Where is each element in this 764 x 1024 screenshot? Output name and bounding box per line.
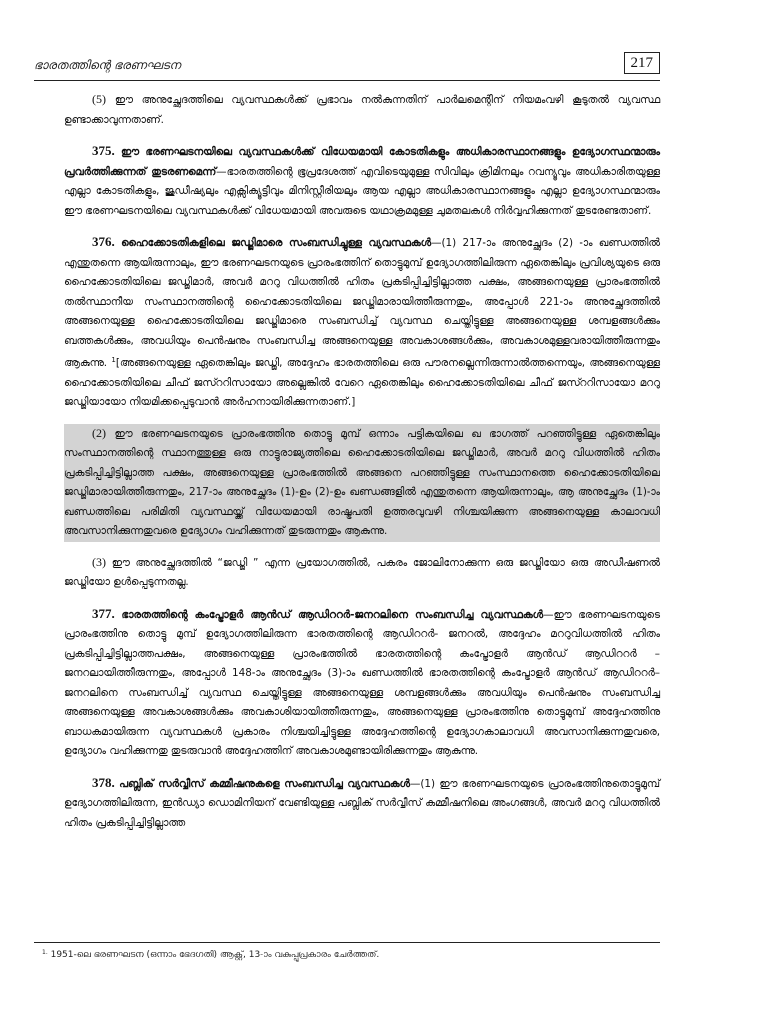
footnote-divider (34, 942, 660, 943)
paragraph-text: ഈ അനുച്ഛേദത്തിൽ “ജഡ്ജി ” എന്ന പ്രയോഗത്തിൽ, പകരം ജോലിനോക്കുന്ന ഒരു ജഡ്ജിയോ ഒരു അഡീഷണൽ ജഡ്ജിയോ ഉൾപ്പെടുന്നതല്ല. (64, 556, 660, 588)
clause-number: (2) (92, 425, 106, 440)
article-heading: ഭാരതത്തിന്റെ കംപ്ട്രോളർ ആൻഡ് ആഡിററർ-ജനറലിനെ സംബന്ധിച്ച വ്യവസ്ഥകൾ (121, 608, 544, 621)
article-heading: ഹൈക്കോടതികളിലെ ജഡ്ജിമാരെ സംബന്ധിച്ചുള്ള വ്യവസ്ഥകൾ (121, 237, 432, 249)
paragraph-text: —ഭാരതത്തിന്റെ ഭൂപ്രദേശത്ത് എവിടെയുമുള്ള സിവിലും ക്രിമിനലും റവന്യൂവും അധികാരിതയുള്ള എല്ലാ കോടതികളും, ജുഡീഷ്യലും എക്സിക്യൂട്ടീവും മിനിസ്റ്റീരിയലും ആയ എല്ലാ അധികാരസ്ഥാനങ്ങളും എല്ലാ ഉദ്യോഗസ്ഥന്മാരും ഈ ഭരണഘടനയിലെ വ്യവസ്ഥകൾക്ക് വിധേയമായി അവരുടെ യഥാക്രമമുള്ള ചുമതലകൾ നിർവ്വഹിക്കുന്നത് തുടരേണ്ടതാണ്. (64, 165, 660, 217)
running-header (34, 55, 660, 81)
article-heading: പബ്ലിക് സർവ്വീസ് കമ്മീഷനുകളെ സംബന്ധിച്ച വ്യവസ്ഥകൾ (119, 777, 410, 790)
paragraph-text: ഈ അനുച്ഛേദത്തിലെ വ്യവസ്ഥകൾക്ക് പ്രഭാവം നൽകുന്നതിന് പാർലമെന്റിന് നിയമംവഴി കൂടുതൽ വ്യവസ്ഥ ഉണ്ടാക്കാവുന്നതാണ്. (64, 94, 660, 126)
paragraph-374-5 (64, 90, 660, 130)
footnote-mark: 1. (42, 949, 48, 956)
footnote-text: 1951-ലെ ഭരണഘടന (ഒന്നാം ഭേദഗതി) ആക്റ്റ്, 13-ാം വകുപ്പുപ്രകാരം ചേർത്തത്. (50, 950, 380, 960)
article-376 (64, 232, 660, 413)
running-title: ഭാരതത്തിന്റെ ഭരണഘടന (34, 58, 181, 72)
paragraph-text: —ഈ ഭരണഘടനയുടെ പ്രാരംഭത്തിനു തൊട്ടു മുമ്പ് ഉദ്യോഗത്തിലിരുന്ന ഭാരതത്തിന്റെ ആഡിററർ- ജനറൽ, അദ്ദേഹം മററുവിധത്തിൽ ഹിതം പ്രകടിപ്പിച്ചിട്ടില്ലാത്തപക്ഷം, അങ്ങനെയുള്ള പ്രാരംഭത്തിൽ ഭാരതത്തിന്റെ കംപ്ട്രോളർ ആൻഡ് ആഡിററർ – ജനറലായിത്തീരുന്നതും, അപ്പോൾ 148-ാം അനുച്ഛേദം (3)-ാം ഖണ്ഡത്തിൽ ഭാരതത്തിന്റെ കംപ്ട്രോളർ ആൻഡ് ആഡിററർ– ജനറലിനെ സംബന്ധിച്ച് വ്യവസ്ഥ ചെയ്തിട്ടുള്ള അങ്ങനെയുള്ള ശമ്പളങ്ങൾക്കും അവധിയും പെൻഷനും സംബന്ധിച്ച അങ്ങനെയുള്ള അവകാശങ്ങൾക്കും അവകാശിയായിത്തീരുന്നതും, അങ്ങനെയുള്ള പ്രാരംഭത്തിനു തൊട്ടുമുമ്പ് അദ്ദേഹത്തിനു ബാധകമായിരുന്ന വ്യവസ്ഥകൾ പ്രകാരം നിശ്ചയിച്ചിട്ടുള്ള അദ്ദേഹത്തിന്റെ ഉദ്യോഗകാലാവധി അവസാനിക്കുന്നതുവരെ, ഉദ്യോഗം വഹിക്കുന്നതു തുടരുവാൻ അദ്ദേഹത്തിന് അവകാശമുണ്ടായിരിക്കുന്നതും ആകുന്നു. (64, 608, 660, 757)
article-377 (64, 604, 660, 762)
article-378 (64, 773, 660, 834)
article-number: 376. (92, 234, 115, 249)
article-number: 378. (92, 774, 115, 790)
footnote-marker: 1 (111, 356, 116, 364)
page-number: 217 (624, 52, 661, 74)
article-375 (64, 141, 660, 221)
clause-number: (5) (92, 92, 106, 106)
page-body (64, 90, 660, 844)
paragraph-text: —(1) 217-ാം അനുച്ഛേദം (2) -ാം ഖണ്ഡത്തിൽ എന്തുതന്നെ ആയിരുന്നാലും, ഈ ഭരണഘടനയുടെ പ്രാരംഭത്തിന് തൊട്ടുമുമ്പ് ഉദ്യോഗത്തിലിരുന്ന ഏതെങ്കിലും പ്രവിശ്യയുടെ ഒരു ഹൈക്കോടതിയിലെ ജഡ്ജിമാർ, അവർ മററു വിധത്തിൽ ഹിതം പ്രകടിപ്പിച്ചിട്ടില്ലാത്ത പക്ഷം, അങ്ങനെയുള്ള പ്രാരംഭത്തിൽ തൽസ്ഥാനീയ സംസ്ഥാനത്തിന്റെ ഹൈക്കോടതിയിലെ ജഡ്ജിമാരായിത്തീരുന്നതും, അപ്പോൾ 221-ാം അനുച്ഛേദത്തിൽ അങ്ങനെയുള്ള ഹൈക്കോടതിയിലെ ജഡ്ജിമാരെ സംബന്ധിച്ച് വ്യവസ്ഥ ചെയ്തിട്ടുള്ള അങ്ങനെയുള്ള ശമ്പളങ്ങൾക്കും ബത്തകൾക്കും, അവധിയും പെൻഷനും സംബന്ധിച്ച അങ്ങനെയുള്ള അവകാശങ്ങൾക്കും, അവകാശമുള്ളവരായിത്തീരുന്നതും ആകുന്നു. (64, 237, 660, 369)
paragraph-376-3 (64, 553, 660, 593)
paragraph-text: —(1) ഈ ഭരണഘടനയുടെ പ്രാരംഭത്തിനുതൊട്ടുമുമ്പ് ഉദ്യോഗത്തിലിരുന്ന, ഇൻഡ്യാ ഡൊമിനിയന് വേണ്ടിയുള്ള പബ്ലിക് സർവ്വീസ് കമ്മീഷനിലെ അംഗങ്ങൾ, അവർ മററു വിധത്തിൽ ഹിതം പ്രകടിപ്പിച്ചിട്ടില്ലാത്ത (64, 777, 660, 829)
article-number: 377. (92, 605, 115, 621)
clause-number: (3) (92, 554, 106, 569)
footnote (42, 949, 652, 960)
paragraph-376-2 (64, 424, 660, 542)
paragraph-text-inserted: [അങ്ങനെയുള്ള ഏതെങ്കിലും ജഡ്ജി, അദ്ദേഹം ഭാരതത്തിലെ ഒരു പൗരനല്ലെന്നിരുന്നാൽത്തന്നെയും, അങ്ങനെയുള്ള ഹൈക്കോടതിയിലെ ചീഫ് ജസ്ററിസായോ അല്ലെങ്കിൽ വേറെ ഏതെങ്കിലും ഹൈക്കോടതിയിലെ ചീഫ് ജസ്ററിസായോ മററു ജഡ്ജിയായോ നിയമിക്കപ്പെടുവാൻ അർഹനായിരിക്കുന്നതാണ്.] (64, 357, 660, 408)
paragraph-text: ഈ ഭരണഘടനയുടെ പ്രാരംഭത്തിനു തൊട്ടു മുമ്പ് ഒന്നാം പട്ടികയിലെ ഖ ഭാഗത്ത് പറഞ്ഞിട്ടുള്ള ഏതെങ്കിലും സംസ്ഥാനത്തിന്റെ സ്ഥാനത്തുള്ള ഒരു നാട്ടുരാജ്യത്തിലെ ഹൈക്കോടതിയിലെ ജഡ്ജിമാർ, അവർ മററു വിധത്തിൽ ഹിതം പ്രകടിപ്പിച്ചിട്ടില്ലാത്ത പക്ഷം, അങ്ങനെയുള്ള പ്രാരംഭത്തിൽ അങ്ങനെ പറഞ്ഞിട്ടുള്ള സംസ്ഥാനത്തെ ഹൈക്കോടതിയിലെ ജഡ്ജിമാരായിത്തീരുന്നതും, 217-ാം അനുച്ഛേദം (1)-ഉം (2)-ഉം ഖണ്ഡങ്ങളിൽ എന്തുതന്നെ ആയിരുന്നാലും, ആ അനുച്ഛേദം (1)-ാം ഖണ്ഡത്തിലെ പരിമിതി വ്യവസ്ഥയ്ക്ക് വിധേയമായി രാഷ്ട്രപതി ഉത്തരവുവഴി നിശ്ചയിക്കുന്ന അങ്ങനെയുള്ള കാലാവധി അവസാനിക്കുന്നതുവരെ ഉദ്യോഗം വഹിക്കുന്നത് തുടരുന്നതും ആകുന്നു. (64, 427, 660, 537)
article-heading: ഈ ഭരണഘടനയിലെ വ്യവസ്ഥകൾക്ക് വിധേയമായി കോടതികളും അധികാരസ്ഥാനങ്ങളും ഉദ്യോഗസ്ഥന്മാരും പ്രവർത്തിക്കുന്നത് തുടരണമെന്ന് (64, 146, 660, 178)
article-number: 375. (92, 143, 115, 158)
